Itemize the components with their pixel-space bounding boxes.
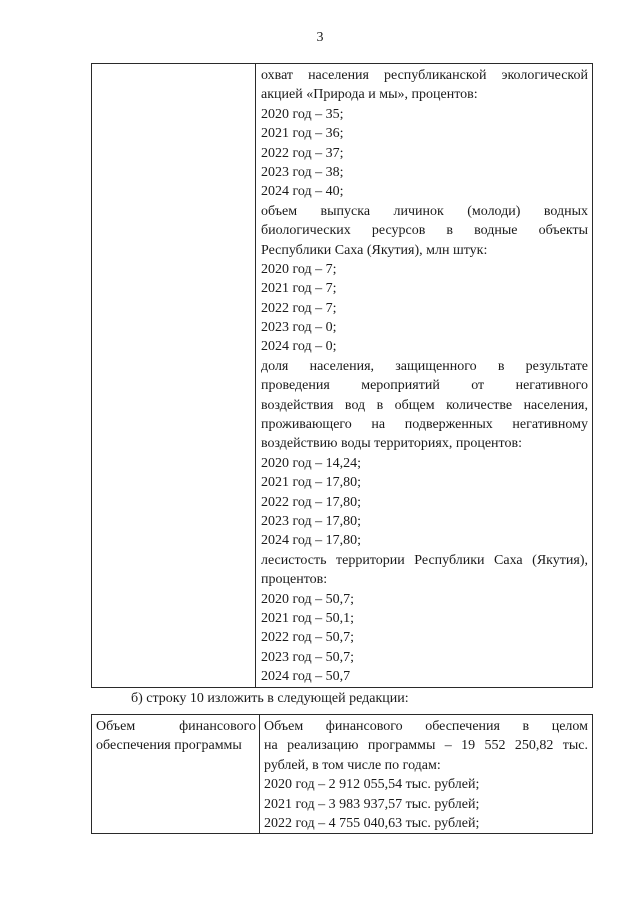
text-line: охват населения республиканской экологической [261, 68, 588, 83]
text-line: 2022 год – 37; [261, 145, 344, 161]
indicators-table [91, 63, 593, 688]
page-number: 3 [316, 30, 324, 45]
text-line: объем выпуска личинок (молоди) водных [261, 203, 588, 219]
text-line: биологических ресурсов в водные объекты [261, 223, 588, 239]
text-line: 2020 год – 2 912 055,54 тыс. рублей; [264, 777, 480, 793]
text-line: проведения мероприятий от негативного [261, 378, 588, 394]
text-line: 2021 год – 7; [261, 281, 337, 297]
text-line: 2020 год – 14,24; [261, 455, 362, 471]
text-line: 2020 год – 7; [261, 261, 337, 277]
text-line: 2021 год – 17,80; [261, 475, 362, 491]
text-line: Республики Саха (Якутия), млн штук: [261, 242, 488, 258]
text-line: 2024 год – 40; [261, 184, 344, 200]
text-line: 2020 год – 50,7; [261, 591, 355, 607]
text-line: проживающего на подверженных негативному [261, 417, 588, 433]
text-line: Объем финансового [96, 719, 256, 734]
text-line: 2023 год – 38; [261, 164, 344, 180]
text-line: воздействия вод в общем количестве населения, [261, 397, 588, 413]
text-line: рублей, в том числе по годам: [264, 757, 441, 773]
text-line: 2022 год – 17,80; [261, 494, 362, 510]
text-line: 2021 год – 3 983 937,57 тыс. рублей; [264, 796, 480, 812]
text-line: процентов: [261, 572, 328, 588]
text-line: 2022 год – 7; [261, 300, 337, 316]
text-line: 2023 год – 50,7; [261, 649, 355, 665]
text-line: акцией «Природа и мы», процентов: [261, 87, 478, 103]
text-line: доля населения, защищенного в результате [261, 358, 588, 374]
text-line: Объем финансового обеспечения в целом [264, 719, 588, 734]
financing-text-cell [260, 715, 593, 834]
table-cell-left-empty [92, 64, 256, 688]
amendment-instruction: б) строку 10 изложить в следующей редакции: [131, 691, 409, 706]
text-line: 2024 год – 0; [261, 339, 337, 355]
text-line: 2024 год – 17,80; [261, 533, 362, 549]
text-line: лесистость территории Республики Саха (Якутия), [261, 552, 588, 568]
text-line: 2020 год – 35; [261, 106, 344, 122]
text-line: 2021 год – 36; [261, 126, 344, 142]
text-line: 2022 год – 4 755 040,63 тыс. рублей; [264, 815, 480, 831]
financing-label-cell [92, 715, 260, 834]
table-row [92, 64, 593, 688]
text-line: на реализацию программы – 19 552 250,82 тыс. [264, 738, 588, 754]
table-row [92, 715, 593, 834]
text-line: 2023 год – 0; [261, 320, 337, 336]
text-line: 2024 год – 50,7 [261, 669, 351, 685]
financing-table [91, 714, 593, 834]
text-line: обеспечения программы [96, 738, 242, 754]
text-line: 2023 год – 17,80; [261, 513, 362, 529]
text-line: воздействию воды территориях, процентов: [261, 436, 522, 452]
indicators-text-cell [256, 64, 593, 688]
text-line: 2021 год – 50,1; [261, 610, 355, 626]
text-line: 2022 год – 50,7; [261, 630, 355, 646]
